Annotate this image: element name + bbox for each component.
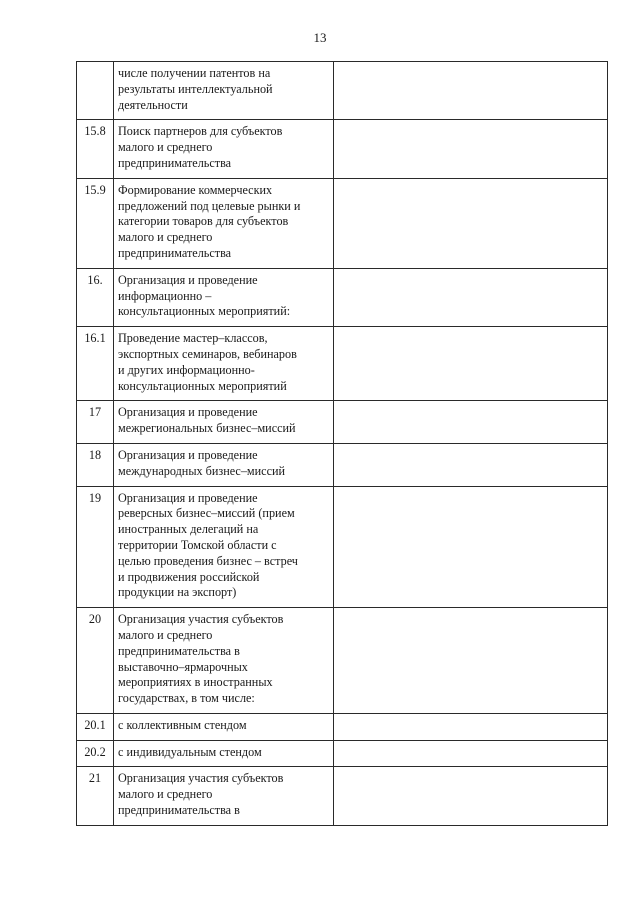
row-description-cell <box>114 120 334 178</box>
row-description-cell <box>114 178 334 268</box>
description-line: Организация и проведение <box>118 490 258 505</box>
measures-table <box>76 61 608 826</box>
description-line: продукции на экспорт) <box>118 585 237 600</box>
table-row <box>77 486 608 608</box>
description-line: предпринимательства в <box>118 643 240 658</box>
description-line: международных бизнес–миссий <box>118 463 286 478</box>
description-line: малого и среднего <box>118 627 213 642</box>
description-line: мероприятиях в иностранных <box>118 675 273 690</box>
row-value-cell <box>334 62 608 120</box>
description-line: Формирование коммерческих <box>118 182 273 197</box>
description-line: деятельности <box>118 97 188 112</box>
row-description-cell <box>114 486 334 608</box>
description-line: консультационных мероприятий <box>118 378 287 393</box>
row-number-cell <box>77 62 114 120</box>
description-line: государствах, в том числе: <box>118 691 255 706</box>
row-number-cell: 21 <box>77 767 114 825</box>
description-line: выставочно–ярмарочных <box>118 659 248 674</box>
description-line: с индивидуальным стендом <box>118 744 262 759</box>
row-number-cell: 20 <box>77 608 114 714</box>
row-number-cell: 16. <box>77 268 114 326</box>
row-number-cell: 20.1 <box>77 713 114 740</box>
description-line: иностранных делегаций на <box>118 522 259 537</box>
row-description-cell <box>114 268 334 326</box>
table-row <box>77 740 608 767</box>
description-line: экспортных семинаров, вебинаров <box>118 346 297 361</box>
row-value-cell <box>334 443 608 486</box>
description-line: числе получении патентов на <box>118 66 271 80</box>
row-value-cell <box>334 120 608 178</box>
row-number-cell: 18 <box>77 443 114 486</box>
row-number-cell: 15.8 <box>77 120 114 178</box>
row-number-cell: 20.2 <box>77 740 114 767</box>
row-number-cell: 16.1 <box>77 327 114 401</box>
description-line: предпринимательства в <box>118 803 240 818</box>
row-value-cell <box>334 327 608 401</box>
table-row <box>77 62 608 120</box>
row-value-cell <box>334 268 608 326</box>
row-number-cell: 19 <box>77 486 114 608</box>
row-description-cell <box>114 608 334 714</box>
table-row <box>77 443 608 486</box>
row-description-cell <box>114 327 334 401</box>
row-value-cell <box>334 740 608 767</box>
description-line: Организация участия субъектов <box>118 771 284 786</box>
table-row <box>77 178 608 268</box>
page-number: 13 <box>313 30 327 45</box>
table-row <box>77 608 608 714</box>
description-line: малого и среднего <box>118 140 213 155</box>
description-line: консультационных мероприятий: <box>118 304 291 319</box>
description-line: межрегиональных бизнес–миссий <box>118 421 296 436</box>
description-line: Проведение мастер–классов, <box>118 331 268 346</box>
row-value-cell <box>334 486 608 608</box>
row-value-cell <box>334 713 608 740</box>
description-line: Организация и проведение <box>118 447 258 462</box>
table-row <box>77 327 608 401</box>
table-body <box>77 62 608 826</box>
row-value-cell <box>334 608 608 714</box>
description-line: предложений под целевые рынки и <box>118 198 301 213</box>
table-row <box>77 268 608 326</box>
row-description-cell <box>114 443 334 486</box>
description-line: Организация участия субъектов <box>118 612 284 627</box>
row-number-cell: 17 <box>77 401 114 444</box>
row-value-cell <box>334 401 608 444</box>
row-description-cell <box>114 62 334 120</box>
row-description-cell <box>114 740 334 767</box>
description-line: результаты интеллектуальной <box>118 81 273 96</box>
description-line: с коллективным стендом <box>118 717 247 732</box>
description-line: Организация и проведение <box>118 272 258 287</box>
description-line: Поиск партнеров для субъектов <box>118 124 283 139</box>
row-value-cell <box>334 767 608 825</box>
description-line: территории Томской области с <box>118 537 277 552</box>
row-description-cell <box>114 713 334 740</box>
row-description-cell <box>114 401 334 444</box>
row-description-cell <box>114 767 334 825</box>
row-value-cell <box>334 178 608 268</box>
description-line: малого и среднего <box>118 230 213 245</box>
table-row <box>77 401 608 444</box>
description-line: целью проведения бизнес – встреч <box>118 553 298 568</box>
description-line: предпринимательства <box>118 245 232 260</box>
description-line: Организация и проведение <box>118 405 258 420</box>
description-line: малого и среднего <box>118 787 213 802</box>
description-line: категории товаров для субъектов <box>118 214 289 229</box>
row-number-cell: 15.9 <box>77 178 114 268</box>
table-row <box>77 713 608 740</box>
table-row <box>77 767 608 825</box>
table-row <box>77 120 608 178</box>
description-line: информационно – <box>118 288 212 303</box>
description-line: предпринимательства <box>118 155 232 170</box>
description-line: реверсных бизнес–миссий (прием <box>118 506 295 521</box>
description-line: и других информационно- <box>118 362 255 377</box>
description-line: и продвижения российской <box>118 569 260 584</box>
